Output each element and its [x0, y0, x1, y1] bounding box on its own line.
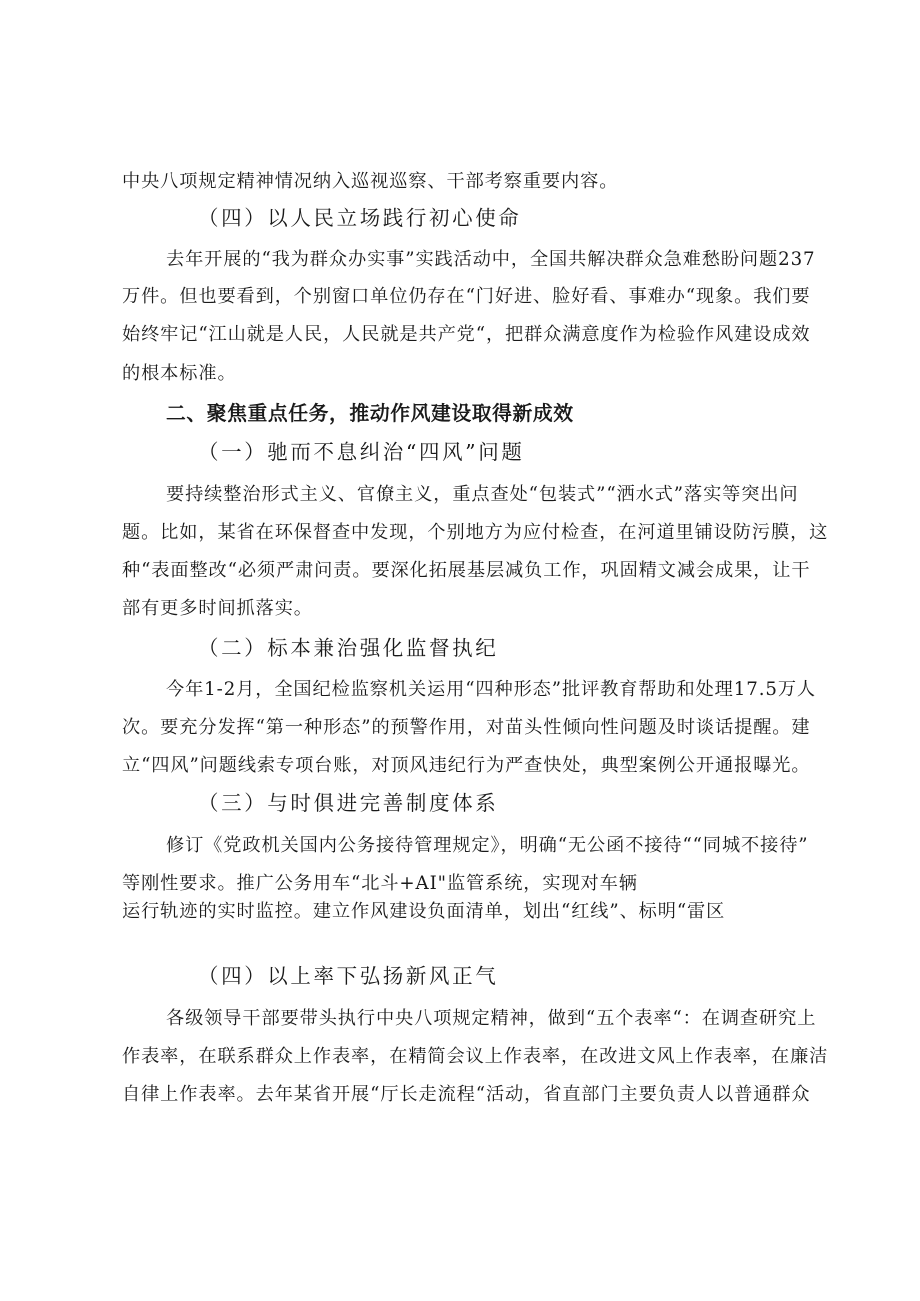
subheading-1-four-winds: （一）驰而不息纠治“四风”问题	[198, 440, 525, 464]
subheading-2-supervision: （二）标本兼治强化监督执纪	[198, 636, 499, 660]
paragraph-line: 万件。但也要看到，个别窗口单位仍存在“门好进、脸好看、事难办“现象。我们要	[122, 286, 811, 307]
paragraph-line: 次。要充分发挥“第一种形态”的预警作用，对苗头性倾向性问题及时谈话提醒。建	[122, 717, 811, 738]
paragraph-line: 作表率，在联系群众上作表率，在精简会议上作表率，在改进文风上作表率，在廉洁	[122, 1046, 829, 1067]
subheading-3-system: （三）与时俱进完善制度体系	[198, 791, 499, 815]
paragraph-line: 要持续整治形式主义、官僚主义，重点查处“包装式”“洒水式”落实等突出问	[166, 484, 799, 505]
paragraph-line: 题。比如，某省在环保督查中发现，个别地方为应付检查，在河道里铺设防污膜，这	[122, 522, 829, 543]
section-heading-2: 二、聚焦重点任务，推动作风建设取得新成效	[166, 402, 574, 425]
paragraph-line: 部有更多时间抓落实。	[122, 598, 313, 619]
paragraph-line: 等刚性要求。推广公务用车“北斗+AI"监管系统，实现对车辆	[122, 873, 638, 894]
paragraph-line: 自律上作表率。去年某省开展“厅长走流程“活动，省直部门主要负责人以普通群众	[122, 1084, 811, 1105]
paragraph-line: 今年1-2月，全国纪检监察机关运用“四种形态”批评教育帮助和处理17.5万人	[166, 679, 817, 700]
paragraph-line: 中央八项规定精神情况纳入巡视巡察、干部考察重要内容。	[122, 171, 619, 192]
paragraph-line: 运行轨迹的实时监控。建立作风建设负面清单，划出“红线”、标明“雷区	[122, 901, 726, 922]
paragraph-line: 立“四风”问题线索专项台账，对顶风违纪行为严查快处，典型案例公开通报曝光。	[122, 755, 811, 776]
paragraph-line: 各级领导干部要带头执行中央八项规定精神，做到“五个表率“：在调查研究上	[166, 1008, 817, 1029]
paragraph-line: 始终牢记“江山就是人民，人民就是共产党“，把群众满意度作为检验作风建设成效	[122, 324, 811, 345]
paragraph-line: 修订《党政机关国内公务接待管理规定》，明确“无公函不接待““同城不接待”	[166, 835, 809, 856]
subheading-4-leadership: （四）以上率下弘扬新风正气	[198, 964, 499, 988]
paragraph-line: 的根本标准。	[122, 363, 237, 384]
paragraph-line: 种“表面整改“必须严肃问责。要深化拓展基层减负工作，巩固精文减会成果，让干	[122, 560, 811, 581]
paragraph-line: 去年开展的“我为群众办实事”实践活动中，全国共解决群众急难愁盼问题237	[166, 249, 816, 270]
subheading-4-people: （四）以人民立场践行初心使命	[198, 206, 522, 230]
